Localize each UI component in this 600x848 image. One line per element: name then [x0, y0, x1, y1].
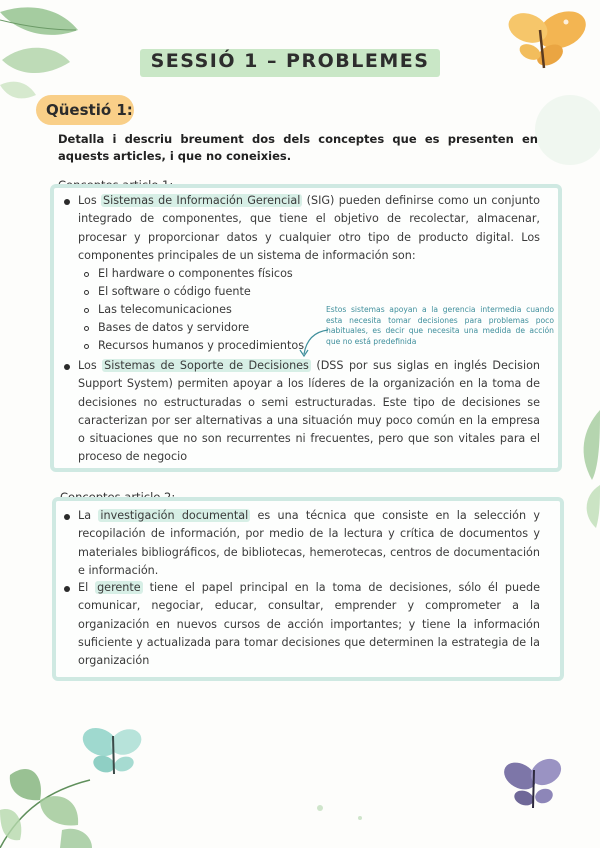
term-sig: Sistemas de Información Gerencial: [103, 194, 301, 207]
subitem: Bases de datos y servidore: [98, 321, 250, 334]
instructions: Detalla i descriu breument dos dels conceptes que es presenten en aquests articles, i que no coneixies.: [58, 132, 538, 163]
question-label: Qüestió 1:: [46, 101, 133, 119]
bullet-icon: [64, 199, 70, 205]
sub-bullet-icon: [84, 272, 89, 277]
dots-decoration: [300, 790, 400, 830]
subitem: Las telecomunicaciones: [98, 303, 232, 316]
page-title: SESSIÓ 1 – PROBLEMES: [150, 50, 430, 72]
sub-bullet-icon: [84, 326, 89, 331]
subitem: El software o código fuente: [98, 285, 251, 298]
section2-item1: La investigación documental es una técnica que consiste en la selección y recopilación de información, por medio de la lectura y crítica de documentos y materiales bibliográficos, de bibliotecas, hemerotecas, centros de documentación e información.: [78, 509, 540, 577]
bullet-icon: [64, 364, 70, 370]
butterfly-icon-purple: [498, 752, 568, 816]
term-investigacion-documental: investigación documental: [100, 509, 249, 522]
section2-item2: El gerente tiene el papel principal en la toma de decisiones, sólo él puede comunicar, negociar, educar, consultar, emprender y comprometer a la organización en nuevos cursos de acción importantes; y tiene la información suficiente y actualizada para tomar decisiones que determinen la estrategia de la organización: [78, 581, 540, 668]
section1-item1: Los Sistemas de Información Gerencial (SIG) pueden definirse como un conjunto integrado de componentes, que tiene el objetivo de recolectar, almacenar, procesar y proporcionar datos y cualquier otro tipo de producto digital. Los componentes principales de un sistema de información son:: [78, 194, 541, 262]
subitem: Recursos humanos y procedimientos: [98, 339, 305, 352]
subitem: El hardware o componentes físicos: [98, 267, 293, 280]
leaf-decoration-top-left: [0, 0, 100, 110]
sub-bullet-icon: [84, 290, 89, 295]
term-dss: Sistemas de Soporte de Decisiones: [104, 359, 309, 372]
leaf-decoration-right: [572, 410, 600, 530]
term-gerente: gerente: [97, 581, 141, 594]
sub-bullet-icon: [84, 308, 89, 313]
sub-bullet-icon: [84, 344, 89, 349]
butterfly-icon-teal: [78, 722, 148, 782]
bullet-icon: [64, 586, 70, 592]
side-note: Estos sistemas apoyan a la gerencia intermedia cuando esta necesita tomar decisiones para problemas poco habituales, es decir que necesita una medida de acción que no está predefinida: [326, 305, 554, 346]
bullet-icon: [64, 514, 70, 520]
butterfly-icon-orange: [500, 0, 600, 80]
arrow-icon: [298, 326, 332, 360]
section1-item2: Los Sistemas de Soporte de Decisiones (DSS por sus siglas en inglés Decision Support System) permiten apoyar a los líderes de la organización en la toma de decisiones no estructuradas o semi estructuradas. Este tipo de decisiones se caracterizan por ser alternativas a una situación muy poco común en la empresa o situaciones que no son recurrentes ni frecuentes, pero que son vitales para el proceso de negocio: [78, 359, 541, 464]
